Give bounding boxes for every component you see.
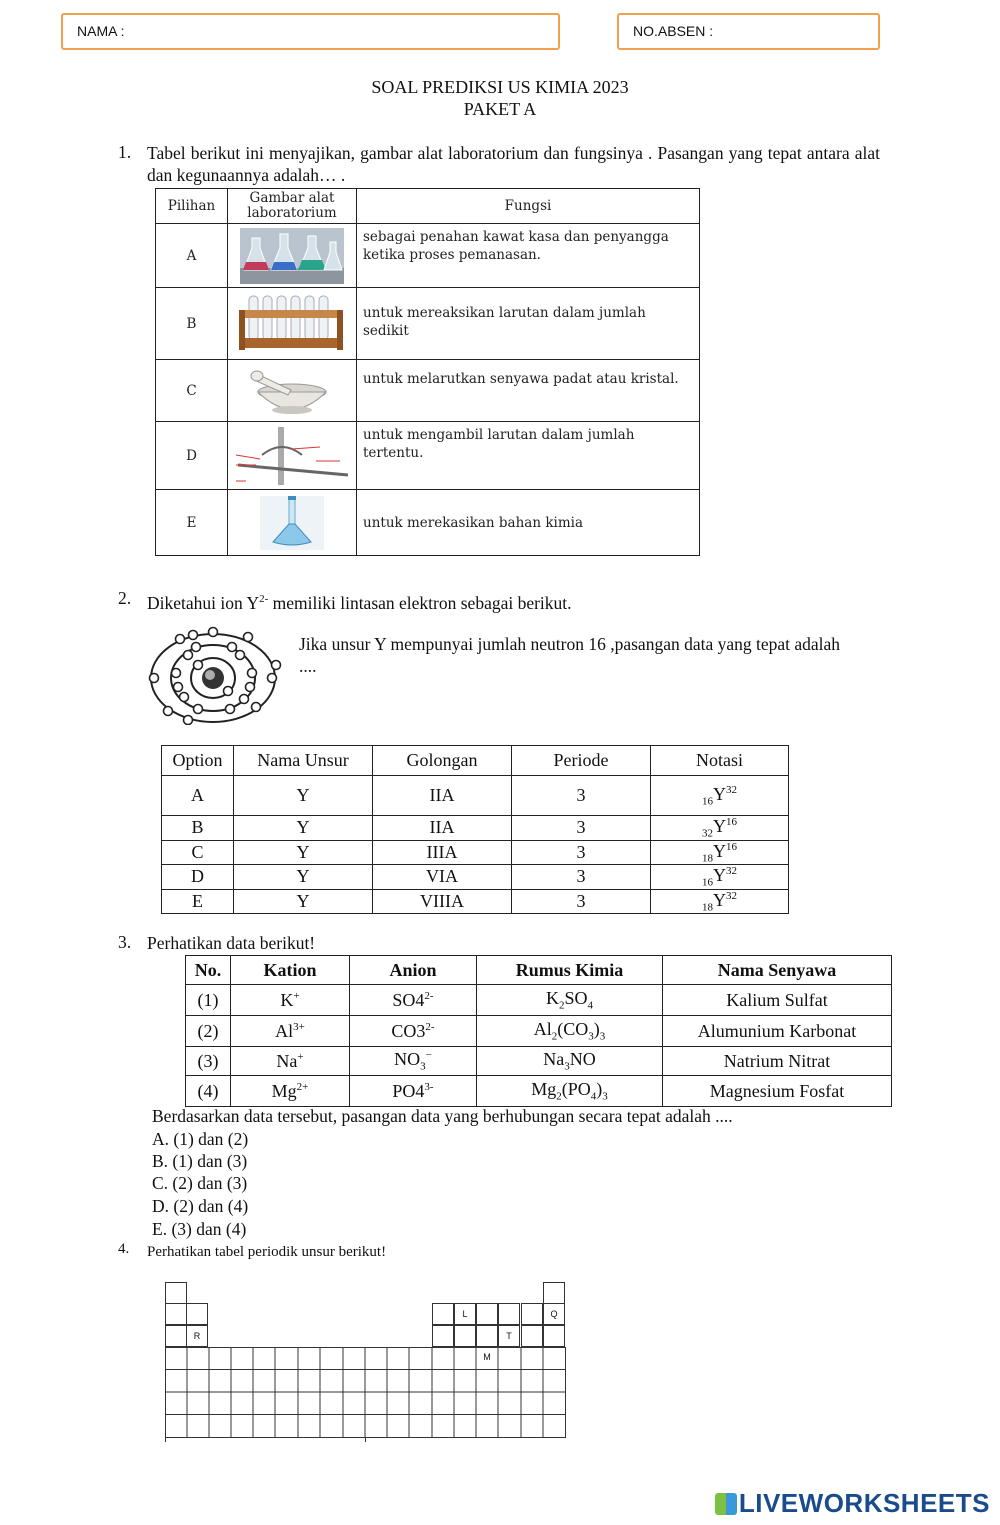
electron-shell-diagram bbox=[148, 625, 283, 725]
absen-field[interactable] bbox=[617, 13, 880, 50]
q4-number: 4. bbox=[118, 1241, 130, 1257]
q2-header-option: Option bbox=[162, 746, 234, 776]
absen-label: NO.ABSEN : bbox=[633, 23, 714, 39]
q1-option: E bbox=[156, 490, 228, 556]
q1-option: D bbox=[156, 422, 228, 490]
burette-image bbox=[228, 422, 357, 490]
q3-table: No. Kation Anion Rumus Kimia Nama Senyawa (1) K+ $SO4^{2-}$ $K_2SO_4$ Kalium Sulfat (2) $Al^{3+}$ $CO3^{2-}$ $Al_2(CO_3)_3$ Alumunium Karbonat (3) Na+ $NO_3^-$ $Na_3NO$ Natrium Nitrat (4) $Mg^{2+}$ $PO4^{3-}$ $Mg_2(PO_4)_3$ Magnesium Fosfat bbox=[185, 955, 892, 1107]
q1-header-pilihan: Pilihan bbox=[156, 189, 228, 224]
q2-table bbox=[161, 745, 789, 914]
q1-option: B bbox=[156, 288, 228, 360]
flasks-image bbox=[228, 224, 357, 288]
q3-choice[interactable]: D. (2) dan (4) bbox=[152, 1196, 249, 1216]
nama-field[interactable] bbox=[61, 13, 560, 50]
table-row bbox=[156, 422, 700, 490]
q1-function: untuk melarutkan senyawa padat atau kristal. bbox=[357, 360, 700, 422]
q1-option: C bbox=[156, 360, 228, 422]
nama-label: NAMA : bbox=[77, 23, 125, 39]
table-row: (2) $Al^{3+}$ $CO3^{2-}$ $Al_2(CO_3)_3$ Alumunium Karbonat bbox=[186, 1016, 892, 1047]
element-Q: Q bbox=[543, 1303, 565, 1325]
q3-choice[interactable]: A. (1) dan (2) bbox=[152, 1129, 249, 1149]
table-row: D Y VIA 3 $_{16}Y^{32}$ bbox=[162, 865, 789, 890]
q3-choice[interactable]: C. (2) dan (3) bbox=[152, 1173, 248, 1193]
q1-function: untuk mengambil larutan dalam jumlah tertentu. bbox=[357, 422, 700, 490]
q1-table bbox=[155, 188, 700, 556]
logo-icon bbox=[715, 1493, 737, 1515]
q1-function: untuk mereaksikan larutan dalam jumlah sedikit bbox=[357, 288, 700, 360]
element-M: M bbox=[483, 1352, 491, 1362]
liveworksheets-logo: LIVEWORKSHEETS bbox=[715, 1488, 990, 1519]
q2-header-periode: Periode bbox=[512, 746, 651, 776]
q1-header-gambar: Gambar alat laboratorium bbox=[228, 189, 357, 224]
q3-choice[interactable]: B. (1) dan (3) bbox=[152, 1151, 248, 1171]
q2-text: Diketahui ion $Y^{2-}$ memiliki lintasan elektron sebagai berikut. bbox=[147, 592, 572, 613]
table-row: E Y VIIIA 3 $_{18}Y^{32}$ bbox=[162, 889, 789, 914]
q3-text: Perhatikan data berikut! bbox=[147, 933, 316, 953]
table-row: B Y IIA 3 $_{32}Y^{16}$ bbox=[162, 816, 789, 841]
table-row: C Y IIIA 3 $_{18}Y^{16}$ bbox=[162, 840, 789, 865]
volumetric-flask-image bbox=[228, 490, 357, 556]
formula: $Mg_2(PO_4)_3$ bbox=[477, 1076, 663, 1107]
table-row: (3) Na+ $NO_3^-$ $Na_3NO$ Natrium Nitrat bbox=[186, 1047, 892, 1076]
q2-number: 2. bbox=[118, 588, 132, 608]
table-row: (4) $Mg^{2+}$ $PO4^{3-}$ $Mg_2(PO_4)_3$ Magnesium Fosfat bbox=[186, 1076, 892, 1107]
q2-header-golongan: Golongan bbox=[373, 746, 512, 776]
q4-text: Perhatikan tabel periodik unsur berikut! bbox=[147, 1244, 387, 1260]
notation: $_{32}Y^{16}$ bbox=[651, 816, 789, 841]
table-row bbox=[156, 360, 700, 422]
q2-side-text: Jika unsur Y mempunyai jumlah neutron 16 ,pasangan data yang tepat adalah .... bbox=[299, 634, 841, 676]
mortar-pestle-image bbox=[228, 360, 357, 422]
periodic-table-grid bbox=[165, 1282, 567, 1442]
q3-prompt: Berdasarkan data tersebut, pasangan data yang berhubungan secara tepat adalah .... bbox=[152, 1106, 733, 1126]
element-T: T bbox=[498, 1325, 520, 1347]
q1-number: 1. bbox=[118, 142, 132, 162]
notation: $_{16}Y^{32}$ bbox=[651, 776, 789, 816]
formula: $Na_3NO$ bbox=[477, 1047, 663, 1076]
table-row: A Y IIA 3 $_{16}Y^{32}$ bbox=[162, 776, 789, 816]
table-row bbox=[156, 224, 700, 288]
q2-ion-charge: 2- bbox=[259, 593, 269, 605]
page-title: SOAL PREDIKSI US KIMIA 2023 PAKET A bbox=[371, 77, 629, 119]
formula: $Al_2(CO_3)_3$ bbox=[477, 1016, 663, 1047]
table-row: (1) K+ $SO4^{2-}$ $K_2SO_4$ Kalium Sulfat bbox=[186, 985, 892, 1016]
q1-function: sebagai penahan kawat kasa dan penyangga ketika proses pemanasan. bbox=[357, 224, 700, 288]
q3-number: 3. bbox=[118, 932, 132, 952]
q1-option: A bbox=[156, 224, 228, 288]
notation: $_{18}Y^{32}$ bbox=[651, 889, 789, 914]
q2-header-nama: Nama Unsur bbox=[234, 746, 373, 776]
q2-header-notasi: Notasi bbox=[651, 746, 789, 776]
q1-header-fungsi: Fungsi bbox=[357, 189, 700, 224]
element-R: R bbox=[186, 1325, 208, 1347]
table-row bbox=[156, 490, 700, 556]
formula: $K_2SO_4$ bbox=[477, 985, 663, 1016]
q1-text: Tabel berikut ini menyajikan, gambar alat laboratorium dan fungsinya . Pasangan yang tepat antara alat dan kegunaannya adalah… . bbox=[147, 143, 880, 185]
q3-choice[interactable]: E. (3) dan (4) bbox=[152, 1219, 247, 1239]
q1-function: untuk merekasikan bahan kimia bbox=[357, 490, 700, 556]
notation: $_{16}Y^{32}$ bbox=[651, 865, 789, 890]
element-L: L bbox=[454, 1303, 476, 1325]
test-tube-rack-image bbox=[228, 288, 357, 360]
notation: $_{18}Y^{16}$ bbox=[651, 840, 789, 865]
table-row bbox=[156, 288, 700, 360]
